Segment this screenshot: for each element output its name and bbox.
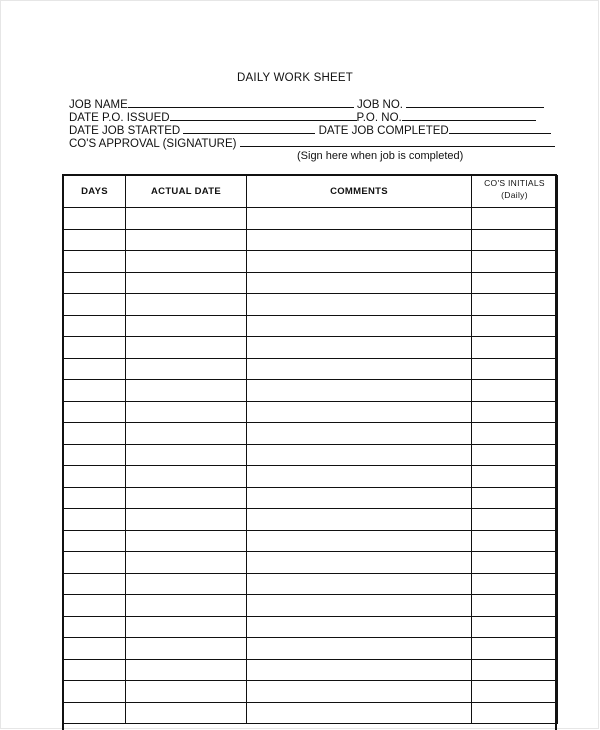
comments-cell[interactable] [247, 294, 472, 316]
cos-initials-cell[interactable] [472, 616, 558, 638]
header-days: DAYS [64, 176, 126, 208]
job-no-label: JOB NO. [357, 99, 404, 111]
days-cell[interactable] [64, 251, 126, 273]
days-cell[interactable] [64, 423, 126, 445]
table-body [64, 208, 558, 724]
cos-approval-label: CO'S APPROVAL (SIGNATURE) [69, 138, 237, 150]
actual-date-cell[interactable] [126, 251, 247, 273]
header-cos-initials-line1: CO'S INITIALS [484, 178, 545, 188]
cos-initials-cell[interactable] [472, 638, 558, 660]
comments-cell[interactable] [247, 616, 472, 638]
table-row [64, 552, 558, 574]
cos-initials-cell[interactable] [472, 509, 558, 531]
table-row [64, 444, 558, 466]
actual-date-cell[interactable] [126, 659, 247, 681]
table-row [64, 702, 558, 724]
actual-date-cell[interactable] [126, 272, 247, 294]
table-row [64, 208, 558, 230]
po-no-label: P.O. NO. [356, 112, 402, 124]
date-job-started-label: DATE JOB STARTED [69, 125, 181, 137]
header-actual-date: ACTUAL DATE [126, 176, 247, 208]
comments-cell[interactable] [247, 272, 472, 294]
cos-initials-cell[interactable] [472, 466, 558, 488]
comments-cell[interactable] [247, 337, 472, 359]
actual-date-cell[interactable] [126, 358, 247, 380]
days-cell[interactable] [64, 487, 126, 509]
actual-date-cell[interactable] [126, 573, 247, 595]
actual-date-cell[interactable] [126, 552, 247, 574]
actual-date-cell[interactable] [126, 509, 247, 531]
cos-initials-cell[interactable] [472, 358, 558, 380]
comments-cell[interactable] [247, 509, 472, 531]
days-cell[interactable] [64, 595, 126, 617]
comments-cell[interactable] [247, 251, 472, 273]
table-row [64, 681, 558, 703]
comments-cell[interactable] [247, 358, 472, 380]
days-cell[interactable] [64, 681, 126, 703]
days-cell[interactable] [64, 573, 126, 595]
cos-initials-cell[interactable] [472, 423, 558, 445]
table-row [64, 401, 558, 423]
actual-date-cell[interactable] [126, 487, 247, 509]
actual-date-cell[interactable] [126, 423, 247, 445]
header-cos-initials-line2: (Daily) [501, 190, 528, 200]
comments-cell[interactable] [247, 423, 472, 445]
po-no-field[interactable] [402, 110, 536, 121]
comments-cell[interactable] [247, 638, 472, 660]
cos-initials-cell[interactable] [472, 229, 558, 251]
actual-date-cell[interactable] [126, 401, 247, 423]
job-name-label: JOB NAME [69, 99, 128, 111]
row-approval [69, 136, 555, 151]
days-cell[interactable] [64, 638, 126, 660]
days-cell[interactable] [64, 358, 126, 380]
table-row [64, 337, 558, 359]
comments-cell[interactable] [247, 229, 472, 251]
table-row [64, 294, 558, 316]
actual-date-cell[interactable] [126, 595, 247, 617]
days-cell[interactable] [64, 380, 126, 402]
job-no-field[interactable] [406, 97, 544, 108]
job-name-field[interactable] [128, 97, 354, 108]
table-row [64, 423, 558, 445]
actual-date-cell[interactable] [126, 229, 247, 251]
cos-initials-cell[interactable] [472, 272, 558, 294]
table-row [64, 638, 558, 660]
days-cell[interactable] [64, 659, 126, 681]
comments-cell[interactable] [247, 659, 472, 681]
daily-log-table [63, 175, 558, 724]
table-row [64, 315, 558, 337]
days-cell[interactable] [64, 702, 126, 724]
sign-note: (Sign here when job is completed) [297, 150, 464, 162]
comments-cell[interactable] [247, 380, 472, 402]
table-row [64, 616, 558, 638]
actual-date-cell[interactable] [126, 315, 247, 337]
table-row [64, 380, 558, 402]
date-job-started-field[interactable] [183, 123, 315, 134]
cos-initials-cell[interactable] [472, 702, 558, 724]
cos-initials-cell[interactable] [472, 315, 558, 337]
cos-initials-cell[interactable] [472, 337, 558, 359]
actual-date-cell[interactable] [126, 530, 247, 552]
actual-date-cell[interactable] [126, 616, 247, 638]
comments-cell[interactable] [247, 595, 472, 617]
cos-initials-cell[interactable] [472, 530, 558, 552]
comments-cell[interactable] [247, 401, 472, 423]
date-po-issued-field[interactable] [170, 110, 357, 121]
days-cell[interactable] [64, 208, 126, 230]
cos-initials-cell[interactable] [472, 208, 558, 230]
actual-date-cell[interactable] [126, 380, 247, 402]
table-row [64, 487, 558, 509]
days-cell[interactable] [64, 315, 126, 337]
cos-initials-cell[interactable] [472, 251, 558, 273]
cos-initials-cell[interactable] [472, 380, 558, 402]
date-job-completed-label: DATE JOB COMPLETED [318, 125, 449, 137]
days-cell[interactable] [64, 466, 126, 488]
days-cell[interactable] [64, 401, 126, 423]
table-row [64, 509, 558, 531]
comments-cell[interactable] [247, 487, 472, 509]
days-cell[interactable] [64, 337, 126, 359]
table-row [64, 595, 558, 617]
date-po-issued-label: DATE P.O. ISSUED [69, 112, 170, 124]
cos-initials-cell[interactable] [472, 573, 558, 595]
actual-date-cell[interactable] [126, 294, 247, 316]
comments-cell[interactable] [247, 315, 472, 337]
header-comments: COMMENTS [247, 176, 472, 208]
comments-cell[interactable] [247, 573, 472, 595]
actual-date-cell[interactable] [126, 681, 247, 703]
table-row [64, 466, 558, 488]
comments-cell[interactable] [247, 208, 472, 230]
actual-date-cell[interactable] [126, 638, 247, 660]
comments-cell[interactable] [247, 530, 472, 552]
days-cell[interactable] [64, 616, 126, 638]
table-row [64, 659, 558, 681]
actual-date-cell[interactable] [126, 444, 247, 466]
cos-initials-cell[interactable] [472, 487, 558, 509]
table-header-row [64, 176, 558, 208]
table-row [64, 530, 558, 552]
table-row [64, 358, 558, 380]
cos-initials-cell[interactable] [472, 552, 558, 574]
actual-date-cell[interactable] [126, 337, 247, 359]
comments-cell[interactable] [247, 466, 472, 488]
table-row [64, 229, 558, 251]
cos-initials-cell[interactable] [472, 595, 558, 617]
header-cos-initials [472, 176, 558, 208]
comments-cell[interactable] [247, 681, 472, 703]
actual-date-cell[interactable] [126, 702, 247, 724]
comments-cell[interactable] [247, 552, 472, 574]
comments-cell[interactable] [247, 444, 472, 466]
cos-initials-cell[interactable] [472, 401, 558, 423]
cos-initials-cell[interactable] [472, 444, 558, 466]
days-cell[interactable] [64, 272, 126, 294]
days-cell[interactable] [64, 552, 126, 574]
cos-initials-cell[interactable] [472, 659, 558, 681]
comments-cell[interactable] [247, 702, 472, 724]
table-row [64, 573, 558, 595]
days-cell[interactable] [64, 509, 126, 531]
days-cell[interactable] [64, 444, 126, 466]
page-title: DAILY WORK SHEET [237, 72, 353, 84]
date-job-completed-field[interactable] [449, 123, 551, 134]
cos-approval-signature-field[interactable] [240, 136, 555, 147]
actual-date-cell[interactable] [126, 208, 247, 230]
days-cell[interactable] [64, 294, 126, 316]
cos-initials-cell[interactable] [472, 681, 558, 703]
days-cell[interactable] [64, 530, 126, 552]
table-row [64, 251, 558, 273]
actual-date-cell[interactable] [126, 466, 247, 488]
days-cell[interactable] [64, 229, 126, 251]
cos-initials-cell[interactable] [472, 294, 558, 316]
table-row [64, 272, 558, 294]
